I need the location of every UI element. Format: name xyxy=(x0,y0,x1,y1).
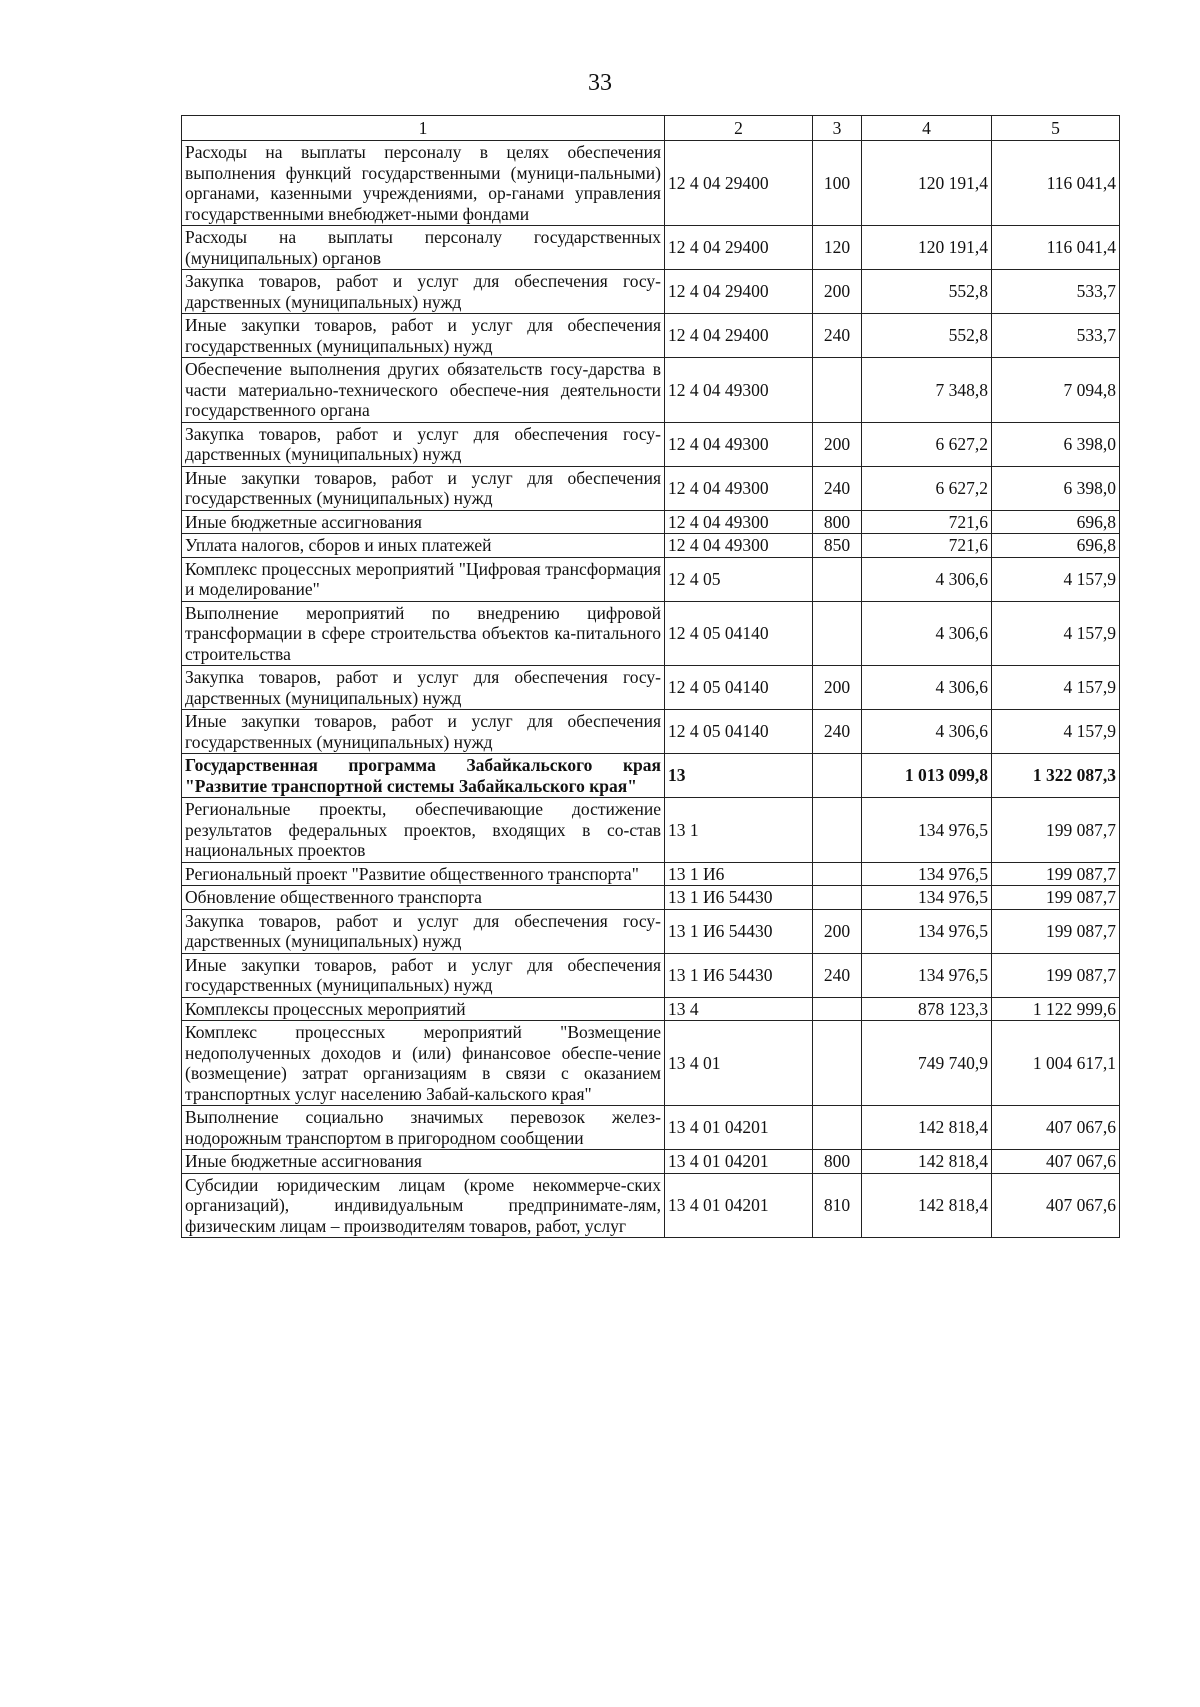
row-expense-type-cell xyxy=(813,886,862,910)
row-code-cell: 12 4 04 49300 xyxy=(665,422,813,466)
row-expense-type-cell: 240 xyxy=(813,710,862,754)
table-row xyxy=(182,358,1120,423)
row-amount-2025-cell: 721,6 xyxy=(862,510,992,534)
table-row xyxy=(182,666,1120,710)
row-amount-2026-cell: 6 398,0 xyxy=(992,422,1120,466)
table-row xyxy=(182,1150,1120,1174)
row-expense-type-cell: 800 xyxy=(813,1150,862,1174)
row-amount-2025-cell: 134 976,5 xyxy=(862,909,992,953)
row-amount-2026-cell: 1 004 617,1 xyxy=(992,1021,1120,1106)
row-code-cell: 12 4 04 29400 xyxy=(665,270,813,314)
row-code-cell: 12 4 05 04140 xyxy=(665,666,813,710)
table-row xyxy=(182,1173,1120,1238)
row-name-cell: Закупка товаров, работ и услуг для обеспечения госу-дарственных (муниципальных) нужд xyxy=(182,422,665,466)
row-amount-2026-cell: 1 122 999,6 xyxy=(992,997,1120,1021)
row-amount-2025-cell: 6 627,2 xyxy=(862,466,992,510)
row-code-cell: 13 1 xyxy=(665,798,813,863)
row-amount-2025-cell: 878 123,3 xyxy=(862,997,992,1021)
row-amount-2025-cell: 134 976,5 xyxy=(862,862,992,886)
row-code-cell: 12 4 04 29400 xyxy=(665,226,813,270)
row-expense-type-cell: 200 xyxy=(813,909,862,953)
row-name-cell: Иные закупки товаров, работ и услуг для обеспечения государственных (муниципальных) нужд xyxy=(182,466,665,510)
row-expense-type-cell: 810 xyxy=(813,1173,862,1238)
page-number: 33 xyxy=(588,70,612,96)
budget-table xyxy=(181,115,1120,1238)
row-amount-2026-cell: 4 157,9 xyxy=(992,666,1120,710)
row-amount-2025-cell: 7 348,8 xyxy=(862,358,992,423)
row-amount-2025-cell: 120 191,4 xyxy=(862,226,992,270)
table-row xyxy=(182,510,1120,534)
row-name-cell: Комплексы процессных мероприятий xyxy=(182,997,665,1021)
row-name-cell: Уплата налогов, сборов и иных платежей xyxy=(182,534,665,558)
row-name-cell: Закупка товаров, работ и услуг для обеспечения госу-дарственных (муниципальных) нужд xyxy=(182,666,665,710)
row-expense-type-cell xyxy=(813,601,862,666)
row-amount-2026-cell: 6 398,0 xyxy=(992,466,1120,510)
row-amount-2026-cell: 696,8 xyxy=(992,534,1120,558)
table-row xyxy=(182,466,1120,510)
row-expense-type-cell: 200 xyxy=(813,422,862,466)
table-row xyxy=(182,909,1120,953)
row-amount-2025-cell: 142 818,4 xyxy=(862,1106,992,1150)
table-row xyxy=(182,226,1120,270)
row-code-cell: 13 1 И6 xyxy=(665,862,813,886)
row-code-cell: 13 4 01 04201 xyxy=(665,1106,813,1150)
table-row xyxy=(182,710,1120,754)
row-amount-2026-cell: 533,7 xyxy=(992,314,1120,358)
row-amount-2026-cell: 116 041,4 xyxy=(992,226,1120,270)
row-expense-type-cell xyxy=(813,798,862,863)
row-expense-type-cell: 120 xyxy=(813,226,862,270)
row-name-cell: Обновление общественного транспорта xyxy=(182,886,665,910)
column-header: 3 xyxy=(813,116,862,141)
table-row xyxy=(182,601,1120,666)
row-amount-2025-cell: 134 976,5 xyxy=(862,886,992,910)
row-amount-2025-cell: 142 818,4 xyxy=(862,1150,992,1174)
row-amount-2026-cell: 199 087,7 xyxy=(992,953,1120,997)
table-row xyxy=(182,1021,1120,1106)
column-header: 2 xyxy=(665,116,813,141)
row-amount-2025-cell: 4 306,6 xyxy=(862,601,992,666)
table-row xyxy=(182,1106,1120,1150)
row-name-cell: Государственная программа Забайкальского края "Развитие транспортной системы Забайкальского края" xyxy=(182,754,665,798)
row-code-cell: 12 4 04 49300 xyxy=(665,358,813,423)
row-amount-2025-cell: 134 976,5 xyxy=(862,798,992,863)
table-header-row xyxy=(182,116,1120,141)
row-name-cell: Иные закупки товаров, работ и услуг для обеспечения государственных (муниципальных) нужд xyxy=(182,314,665,358)
row-amount-2025-cell: 721,6 xyxy=(862,534,992,558)
row-amount-2026-cell: 533,7 xyxy=(992,270,1120,314)
row-amount-2026-cell: 199 087,7 xyxy=(992,886,1120,910)
table-row xyxy=(182,141,1120,226)
row-amount-2025-cell: 1 013 099,8 xyxy=(862,754,992,798)
table-row xyxy=(182,953,1120,997)
table-row xyxy=(182,557,1120,601)
row-amount-2026-cell: 407 067,6 xyxy=(992,1150,1120,1174)
row-name-cell: Обеспечение выполнения других обязательств госу-дарства в части материально-технического обеспече-ния деятельности государственного органа xyxy=(182,358,665,423)
row-amount-2025-cell: 4 306,6 xyxy=(862,666,992,710)
row-expense-type-cell xyxy=(813,1021,862,1106)
row-name-cell: Выполнение социально значимых перевозок желез-нодорожным транспортом в пригородном сообщении xyxy=(182,1106,665,1150)
table-row xyxy=(182,886,1120,910)
row-code-cell: 12 4 04 29400 xyxy=(665,314,813,358)
row-amount-2026-cell: 4 157,9 xyxy=(992,601,1120,666)
row-expense-type-cell: 240 xyxy=(813,314,862,358)
row-expense-type-cell xyxy=(813,1106,862,1150)
row-code-cell: 13 1 И6 54430 xyxy=(665,953,813,997)
row-code-cell: 13 4 01 04201 xyxy=(665,1150,813,1174)
row-code-cell: 12 4 05 04140 xyxy=(665,710,813,754)
table-row xyxy=(182,798,1120,863)
row-expense-type-cell xyxy=(813,557,862,601)
row-code-cell: 13 4 01 04201 xyxy=(665,1173,813,1238)
row-code-cell: 12 4 04 49300 xyxy=(665,510,813,534)
row-name-cell: Расходы на выплаты персоналу в целях обеспечения выполнения функций государственными (муници-пальными) органами, казенными учреждениями, ор-ганами управления государственными внебюджет-ными фондами xyxy=(182,141,665,226)
table-row xyxy=(182,314,1120,358)
row-name-cell: Расходы на выплаты персоналу государственных (муниципальных) органов xyxy=(182,226,665,270)
table-row xyxy=(182,422,1120,466)
row-amount-2025-cell: 749 740,9 xyxy=(862,1021,992,1106)
table-row xyxy=(182,997,1120,1021)
table-row xyxy=(182,534,1120,558)
row-code-cell: 13 1 И6 54430 xyxy=(665,909,813,953)
row-code-cell: 12 4 05 04140 xyxy=(665,601,813,666)
row-name-cell: Закупка товаров, работ и услуг для обеспечения госу-дарственных (муниципальных) нужд xyxy=(182,909,665,953)
row-amount-2025-cell: 4 306,6 xyxy=(862,710,992,754)
row-amount-2026-cell: 407 067,6 xyxy=(992,1173,1120,1238)
row-code-cell: 12 4 05 xyxy=(665,557,813,601)
row-amount-2025-cell: 552,8 xyxy=(862,314,992,358)
row-expense-type-cell: 240 xyxy=(813,953,862,997)
row-amount-2025-cell: 142 818,4 xyxy=(862,1173,992,1238)
row-code-cell: 12 4 04 29400 xyxy=(665,141,813,226)
row-amount-2026-cell: 7 094,8 xyxy=(992,358,1120,423)
row-expense-type-cell xyxy=(813,862,862,886)
row-expense-type-cell: 100 xyxy=(813,141,862,226)
row-amount-2025-cell: 4 306,6 xyxy=(862,557,992,601)
row-amount-2026-cell: 4 157,9 xyxy=(992,557,1120,601)
row-name-cell: Закупка товаров, работ и услуг для обеспечения госу-дарственных (муниципальных) нужд xyxy=(182,270,665,314)
row-amount-2025-cell: 552,8 xyxy=(862,270,992,314)
table-row xyxy=(182,270,1120,314)
row-code-cell: 13 1 И6 54430 xyxy=(665,886,813,910)
row-code-cell: 13 4 xyxy=(665,997,813,1021)
row-amount-2026-cell: 199 087,7 xyxy=(992,862,1120,886)
row-name-cell: Комплекс процессных мероприятий "Возмещение недополученных доходов и (или) финансовое обеспе-чение (возмещение) затрат организациям в связи с оказанием транспортных услуг населению Забай-кальского края" xyxy=(182,1021,665,1106)
row-name-cell: Выполнение мероприятий по внедрению цифровой трансформации в сфере строительства объектов ка-питального строительства xyxy=(182,601,665,666)
column-header: 1 xyxy=(182,116,665,141)
row-amount-2026-cell: 116 041,4 xyxy=(992,141,1120,226)
row-amount-2026-cell: 1 322 087,3 xyxy=(992,754,1120,798)
column-header: 5 xyxy=(992,116,1120,141)
row-expense-type-cell: 200 xyxy=(813,270,862,314)
row-expense-type-cell: 800 xyxy=(813,510,862,534)
row-amount-2025-cell: 6 627,2 xyxy=(862,422,992,466)
row-name-cell: Субсидии юридическим лицам (кроме некоммерче-ских организаций), индивидуальным предпринимате-лям, физическим лицам – производителям товаров, работ, услуг xyxy=(182,1173,665,1238)
row-code-cell: 13 4 01 xyxy=(665,1021,813,1106)
row-name-cell: Региональные проекты, обеспечивающие достижение результатов федеральных проектов, входящих в со-став национальных проектов xyxy=(182,798,665,863)
row-expense-type-cell: 240 xyxy=(813,466,862,510)
row-expense-type-cell xyxy=(813,358,862,423)
row-code-cell: 13 xyxy=(665,754,813,798)
row-expense-type-cell: 850 xyxy=(813,534,862,558)
table-body xyxy=(182,141,1120,1238)
column-header: 4 xyxy=(862,116,992,141)
row-name-cell: Иные бюджетные ассигнования xyxy=(182,510,665,534)
row-name-cell: Иные закупки товаров, работ и услуг для обеспечения государственных (муниципальных) нужд xyxy=(182,953,665,997)
row-amount-2026-cell: 407 067,6 xyxy=(992,1106,1120,1150)
row-name-cell: Региональный проект "Развитие общественного транспорта" xyxy=(182,862,665,886)
row-amount-2026-cell: 696,8 xyxy=(992,510,1120,534)
row-expense-type-cell xyxy=(813,997,862,1021)
row-name-cell: Комплекс процессных мероприятий "Цифровая трансформация и моделирование" xyxy=(182,557,665,601)
table-row xyxy=(182,862,1120,886)
row-name-cell: Иные закупки товаров, работ и услуг для обеспечения государственных (муниципальных) нужд xyxy=(182,710,665,754)
row-expense-type-cell xyxy=(813,754,862,798)
row-code-cell: 12 4 04 49300 xyxy=(665,466,813,510)
row-amount-2025-cell: 134 976,5 xyxy=(862,953,992,997)
row-amount-2026-cell: 199 087,7 xyxy=(992,909,1120,953)
row-expense-type-cell: 200 xyxy=(813,666,862,710)
row-amount-2026-cell: 199 087,7 xyxy=(992,798,1120,863)
row-amount-2025-cell: 120 191,4 xyxy=(862,141,992,226)
row-amount-2026-cell: 4 157,9 xyxy=(992,710,1120,754)
row-name-cell: Иные бюджетные ассигнования xyxy=(182,1150,665,1174)
table-row xyxy=(182,754,1120,798)
row-code-cell: 12 4 04 49300 xyxy=(665,534,813,558)
